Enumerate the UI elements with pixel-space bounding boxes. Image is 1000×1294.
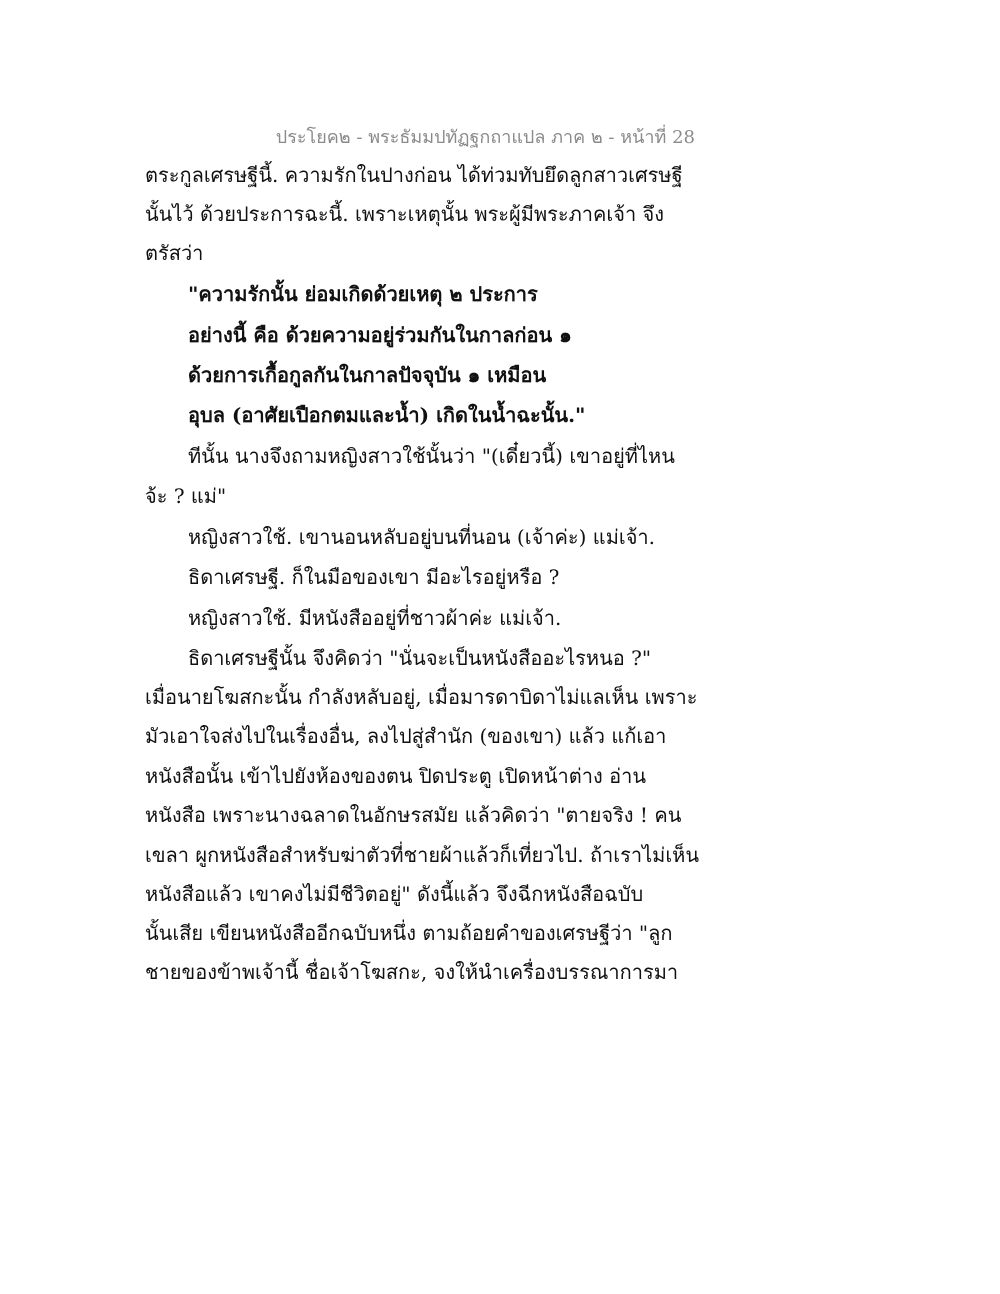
text-line: หนังสือนั้น เข้าไปยังห้องของตน ปิดประตู เปิดหน้าต่าง อ่าน <box>145 764 647 788</box>
text-line: ทีนั้น นางจึงถามหญิงสาวใช้นั้นว่า "(เดี๋ยวนี้) เขาอยู่ที่ไหน <box>188 444 675 468</box>
text-line: หนังสือแล้ว เขาคงไม่มีชีวิตอยู่" ดังนี้แล้ว จึงฉีกหนังสือฉบับ <box>145 882 644 906</box>
verse-line: "ความรักนั้น ย่อมเกิดด้วยเหตุ ๒ ประการ <box>188 282 538 306</box>
page-header: ประโยค๒ - พระธัมมปทัฏฐกถาแปล ภาค ๒ - หน้าที่ 28 <box>275 127 695 148</box>
text-line: นั้นไว้ ด้วยประการฉะนี้. เพราะเหตุนั้น พระผู้มีพระภาคเจ้า จึง <box>145 202 665 226</box>
text-line: ตระกูลเศรษฐีนี้. ความรักในปางก่อน ได้ท่วมทับยึดลูกสาวเศรษฐี <box>145 163 683 187</box>
dialogue-line: หญิงสาวใช้. มีหนังสืออยู่ที่ชาวผ้าค่ะ แม่เจ้า. <box>188 606 562 630</box>
text-line: ชายของข้าพเจ้านี้ ชื่อเจ้าโฆสกะ, จงให้นำเครื่องบรรณาการมา <box>145 960 679 984</box>
text-line: หนังสือ เพราะนางฉลาดในอักษรสมัย แล้วคิดว่า "ตายจริง ! คน <box>145 803 682 827</box>
text-line: เขลา ผูกหนังสือสำหรับฆ่าตัวที่ชายผ้าแล้วก็เที่ยวไป. ถ้าเราไม่เห็น <box>145 843 700 867</box>
text-line: นั้นเสีย เขียนหนังสืออีกฉบับหนึ่ง ตามถ้อยคำของเศรษฐีว่า "ลูก <box>145 921 673 945</box>
verse-line: อย่างนี้ คือ ด้วยความอยู่ร่วมกันในกาลก่อน ๑ <box>188 323 572 347</box>
text-line: มัวเอาใจส่งไปในเรื่องอื่น, ลงไปสู่สำนัก (ของเขา) แล้ว แก้เอา <box>145 724 667 748</box>
dialogue-line: หญิงสาวใช้. เขานอนหลับอยู่บนที่นอน (เจ้าค่ะ) แม่เจ้า. <box>188 525 656 549</box>
dialogue-line: ธิดาเศรษฐี. ก็ในมือของเขา มีอะไรอยู่หรือ ? <box>188 565 560 589</box>
text-line: ธิดาเศรษฐีนั้น จึงคิดว่า "นั่นจะเป็นหนังสืออะไรหนอ ?" <box>188 646 652 670</box>
text-line: ตรัสว่า <box>145 241 204 265</box>
verse-line: ด้วยการเกื้อกูลกันในกาลปัจจุบัน ๑ เหมือน <box>188 363 547 387</box>
text-line: จ้ะ ? แม่" <box>145 484 227 508</box>
verse-line: อุบล (อาศัยเปือกตมและน้ำ) เกิดในน้ำฉะนั้น." <box>188 403 586 427</box>
text-line: เมื่อนายโฆสกะนั้น กำลังหลับอยู่, เมื่อมารดาบิดาไม่แลเห็น เพราะ <box>145 685 698 709</box>
